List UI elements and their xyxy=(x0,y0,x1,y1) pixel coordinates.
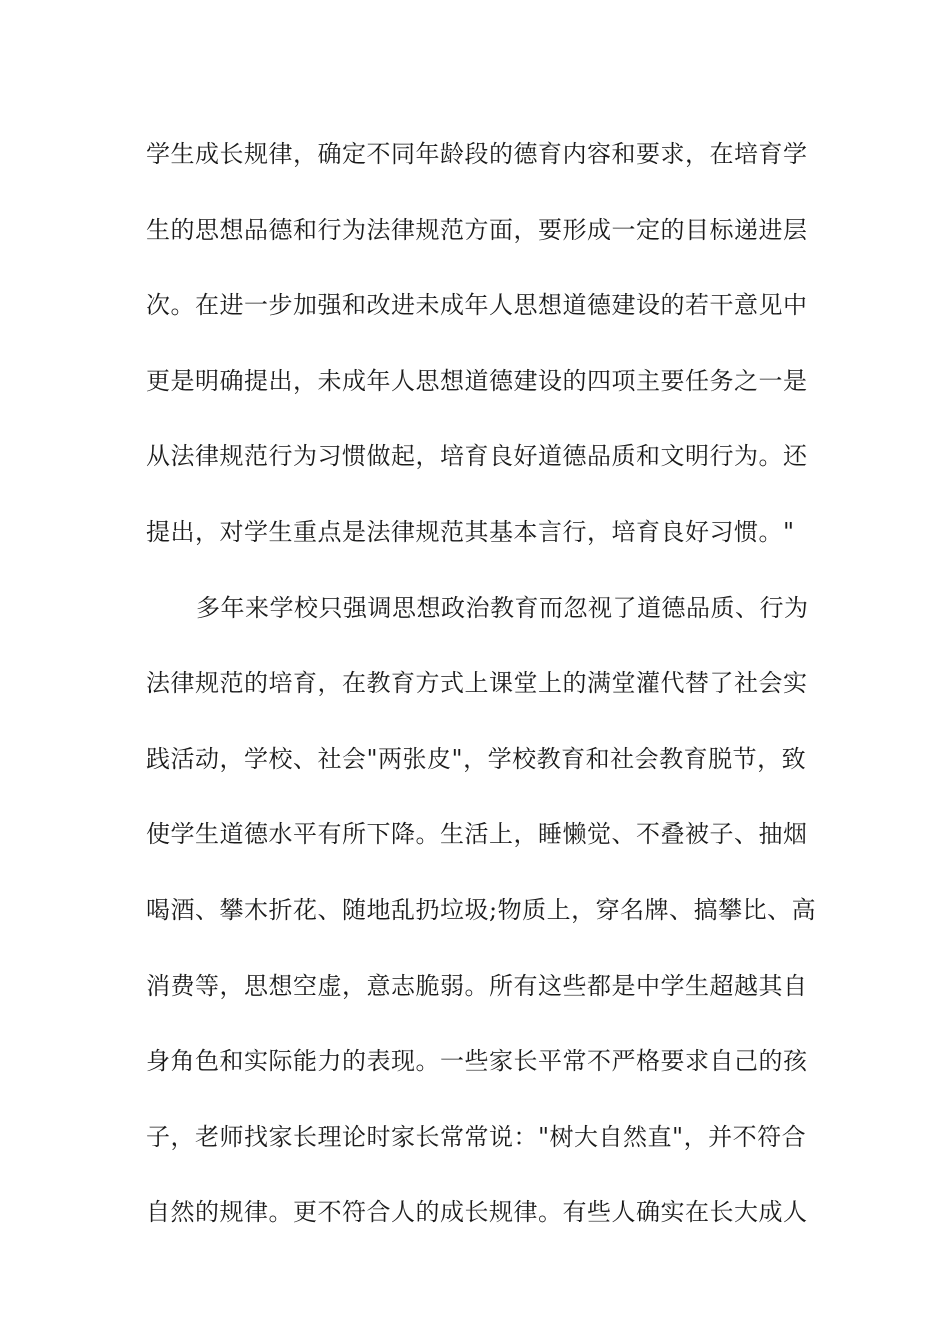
text-line: 多年来学校只强调思想政治教育而忽视了道德品质、行为 xyxy=(196,593,809,622)
text-line: 践活动，学校、社会"两张皮"，学校教育和社会教育脱节，致 xyxy=(146,744,807,773)
text-line: 次。在进一步加强和改进未成年人思想道德建设的若干意见中 xyxy=(146,291,808,320)
text-line: 自然的规律。更不符合人的成长规律。有些人确实在长大成人 xyxy=(146,1198,808,1227)
text-line: 子，老师找家长理论时家长常常说："树大自然直"，并不符合 xyxy=(146,1122,807,1151)
text-line: 更是明确提出，未成年人思想道德建设的四项主要任务之一是 xyxy=(146,366,808,395)
text-line: 提出，对学生重点是法律规范其基本言行，培育良好习惯。" xyxy=(146,517,795,546)
text-line: 生的思想品德和行为法律规范方面，要形成一定的目标递进层 xyxy=(146,215,808,244)
text-line: 法律规范的培育，在教育方式上课堂上的满堂灌代替了社会实 xyxy=(146,669,808,698)
text-line: 从法律规范行为习惯做起，培育良好道德品质和文明行为。还 xyxy=(146,442,808,471)
text-line: 喝酒、攀木折花、随地乱扔垃圾;物质上，穿名牌、搞攀比、高 xyxy=(146,895,817,924)
text-line: 使学生道德水平有所下降。生活上，睡懒觉、不叠被子、抽烟 xyxy=(146,820,808,849)
body-text xyxy=(146,132,817,1266)
text-line: 消费等，思想空虚，意志脆弱。所有这些都是中学生超越其自 xyxy=(146,971,808,1000)
paragraph-2 xyxy=(146,586,817,1266)
text-line: 学生成长规律，确定不同年龄段的德育内容和要求，在培育学 xyxy=(146,140,808,168)
paragraph-1 xyxy=(146,132,806,586)
text-line: 身角色和实际能力的表现。一些家长平常不严格要求自己的孩 xyxy=(146,1047,808,1076)
